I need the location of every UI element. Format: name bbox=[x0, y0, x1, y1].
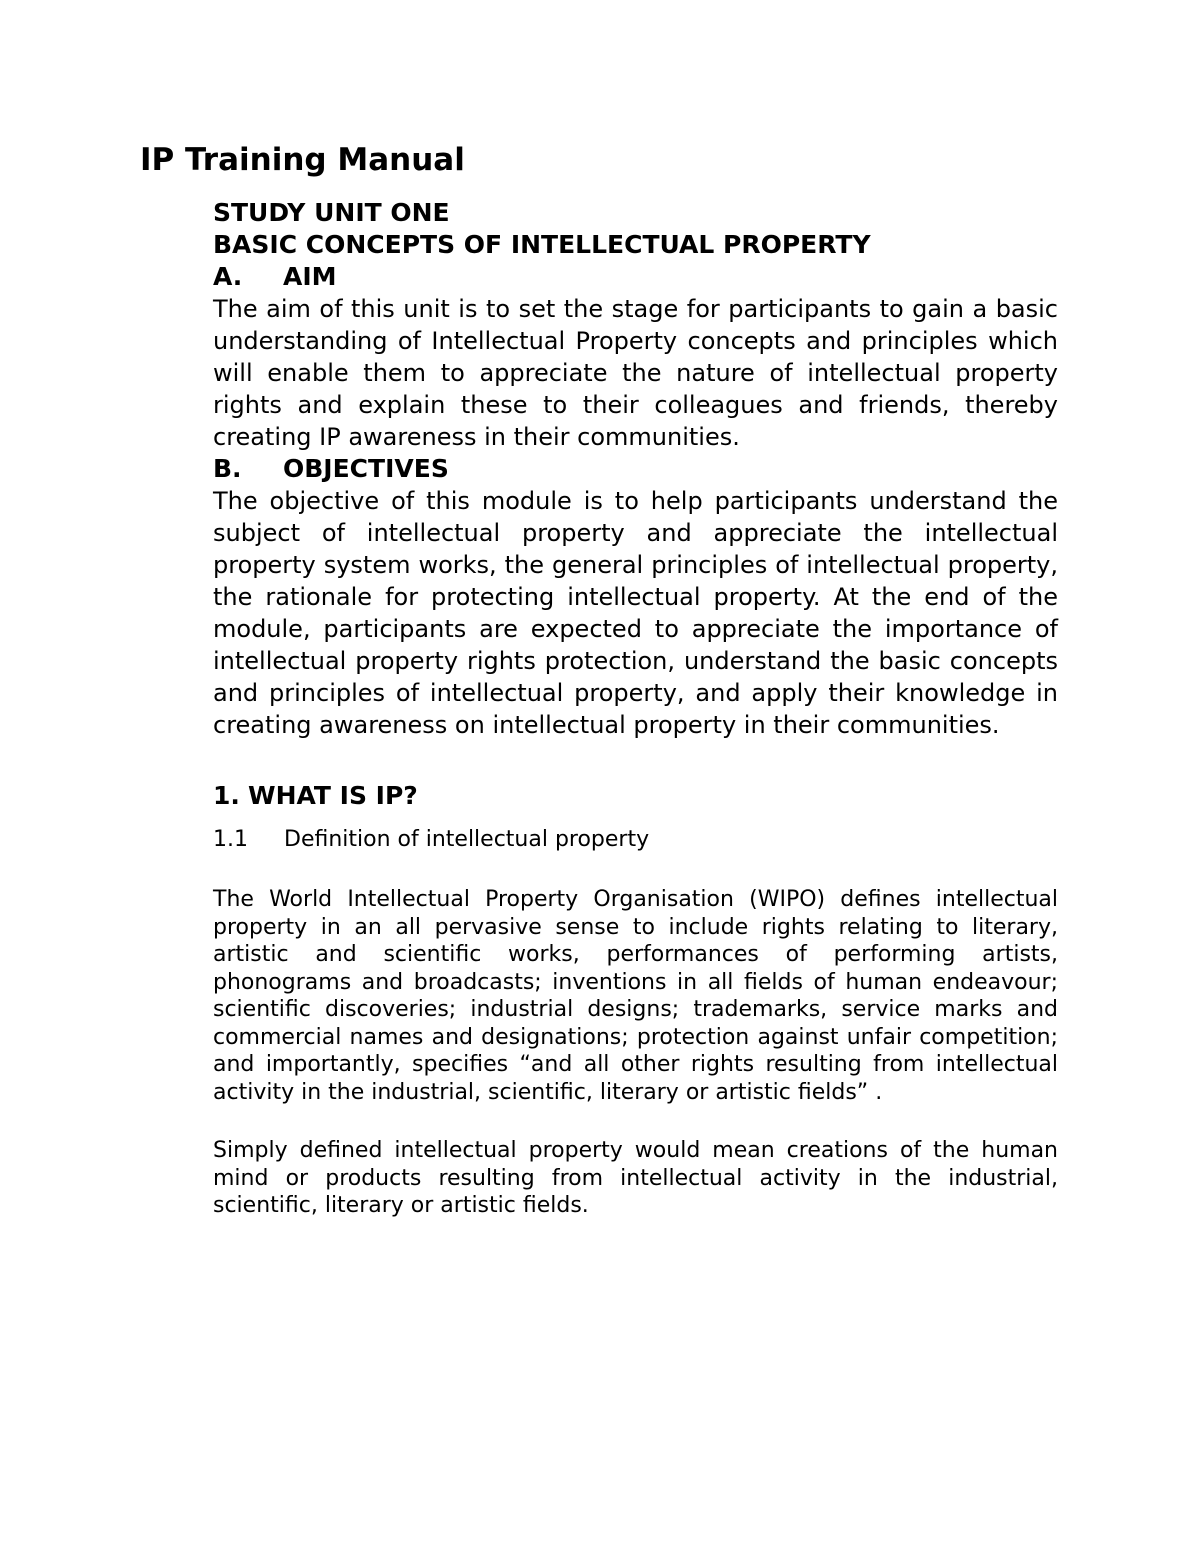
subsection-heading-text: Definition of intellectual property bbox=[284, 827, 650, 852]
unit-title: BASIC CONCEPTS OF INTELLECTUAL PROPERTY bbox=[213, 230, 871, 259]
section-number: 1. bbox=[213, 781, 240, 810]
objectives-heading-text: OBJECTIVES bbox=[283, 454, 449, 483]
objectives-heading bbox=[213, 453, 1058, 485]
simple-definition-paragraph: Simply defined intellectual property would mean creations of the human mind or products resulting from intellectual activity in the industrial, scientific, literary or artistic fields. bbox=[213, 1138, 1058, 1218]
unit-label: STUDY UNIT ONE bbox=[213, 198, 450, 227]
aim-heading bbox=[213, 261, 1058, 293]
section-heading bbox=[213, 780, 1058, 812]
aim-heading-text: AIM bbox=[283, 262, 337, 291]
aim-letter: A. bbox=[213, 262, 243, 291]
section-heading-text: WHAT IS IP? bbox=[248, 781, 418, 810]
subsection-heading bbox=[213, 825, 1058, 855]
document-body bbox=[213, 197, 1058, 1220]
document-title: IP Training Manual bbox=[140, 142, 465, 178]
aim-paragraph: The aim of this unit is to set the stage for participants to gain a basic understanding of Intellectual Property concepts and principles which will enable them to appreciate the nature of intellectual property rights and explain these to their colleagues and friends, thereby creating IP awareness in their communities. bbox=[213, 295, 1058, 451]
subsection-number: 1.1 bbox=[213, 827, 248, 852]
objectives-letter: B. bbox=[213, 454, 242, 483]
definition-paragraph: The World Intellectual Property Organisation (WIPO) defines intellectual property in an all pervasive sense to include rights relating to literary, artistic and scientific works, performances of performing artists, phonograms and broadcasts; inventions in all fields of human endeavour; scientific discoveries; industrial designs; trademarks, service marks and commercial names and designations; protection against unfair competition; and importantly, specifies “and all other rights resulting from intellectual activity in the industrial, scientific, literary or artistic fields” . bbox=[213, 887, 1058, 1105]
objectives-paragraph: The objective of this module is to help participants understand the subject of intellectual property and appreciate the intellectual property system works, the general principles of intellectual property, the rationale for protecting intellectual property. At the end of the module, participants are expected to appreciate the importance of intellectual property rights protection, understand the basic concepts and principles of intellectual property, and apply their knowledge in creating awareness on intellectual property in their communities. bbox=[213, 487, 1058, 739]
